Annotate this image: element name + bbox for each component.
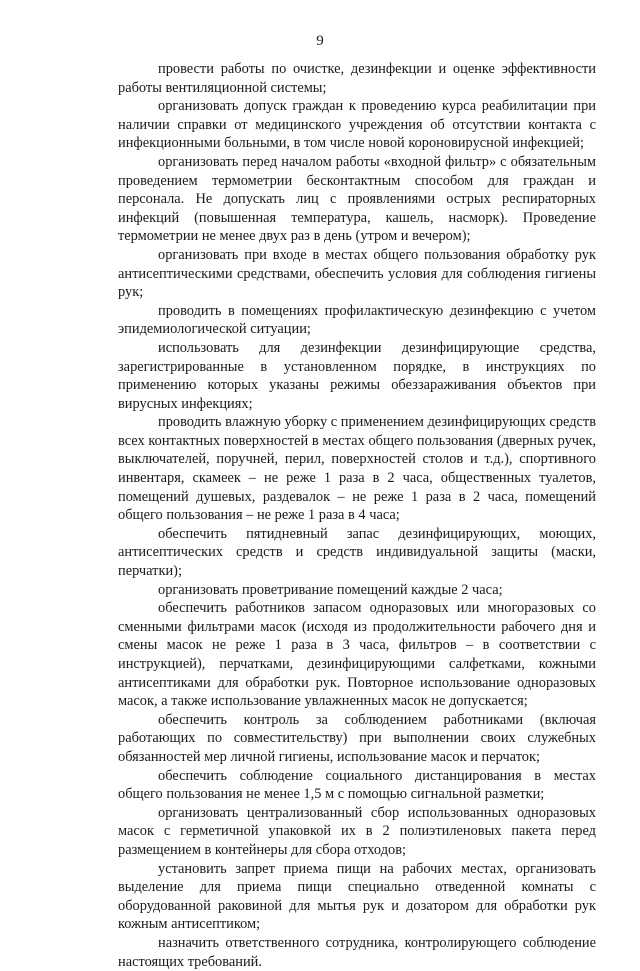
document-body <box>118 60 596 971</box>
paragraph-masks: обеспечить работников запасом одноразовых или многоразовых со сменными фильтрами масок (исходя из продолжительности рабочего дня и смены масок не реже 1 раза в 3 часа, фильтров – в соответствии с инструкцией), перчатками, дезинфицирующими салфетками, кожными антисептиками для обработки рук. Повторное использование одноразовых масок, а также использование увлажненных масок не допускается; <box>118 600 596 710</box>
paragraph-admission: организовать допуск граждан к проведению курса реабилитации при наличии справки от медицинского учреждения об отсутствии контакта с инфекционными больными, в том числе новой короновирусной инфекцией; <box>118 98 596 152</box>
paragraph-eating-ban: установить запрет приема пищи на рабочих местах, организовать выделение для приема пищи специально отведенной комнаты с оборудованной раковиной для мытья рук и дозатором для обработки рук кожным антисептиком; <box>118 860 596 933</box>
paragraph-ventilation: провести работы по очистке, дезинфекции и оценке эффективности работы вентиляционной системы; <box>118 61 596 96</box>
paragraph-supplies-reserve: обеспечить пятидневный запас дезинфицирующих, моющих, антисептических средств и средств индивидуальной защиты (маски, перчатки); <box>118 525 596 580</box>
paragraph-airing: организовать проветривание помещений каждые 2 часа; <box>158 581 503 598</box>
page-number: 9 <box>316 33 324 49</box>
paragraph-wet-cleaning: проводить влажную уборку с применением дезинфицирующих средств всех контактных поверхностей в местах общего пользования (дверных ручек, выключателей, поручней, перил, поверхностей столов и т.д.), спортивного инвентаря, скамеек – не реже 1 раза в 2 часа, общественных туалетов, помещений душевых, раздевалок – не реже 1 раза в 2 часа, помещений общего пользования – не реже 1 раза в 4 часа; <box>118 414 596 524</box>
paragraph-distancing: обеспечить соблюдение социального дистанцирования в местах общего пользования не менее 1,5 м с помощью сигнальной разметки; <box>118 767 596 803</box>
paragraph-responsible-employee: назначить ответственного сотрудника, контролирующего соблюдение настоящих требований. <box>118 934 596 970</box>
paragraph-preventive-disinfection: проводить в помещениях профилактическую дезинфекцию с учетом эпидемиологической ситуации; <box>118 302 596 338</box>
paragraph-hygiene-control: обеспечить контроль за соблюдением работниками (включая работающих по совместительству) при выполнении своих служебных обязанностей мер личной гигиены, использование масок и перчаток; <box>118 711 596 765</box>
paragraph-hand-antiseptic: организовать при входе в местах общего пользования обработку рук антисептическими средствами, обеспечить условия для соблюдения гигиены рук; <box>118 246 596 301</box>
paragraph-mask-collection: организовать централизованный сбор использованных одноразовых масок с герметичной упаковкой их в 2 полиэтиленовых пакета перед размещением в контейнеры для сбора отходов; <box>118 804 596 858</box>
paragraph-disinfectants: использовать для дезинфекции дезинфицирующие средства, зарегистрированные в установленном порядке, в инструкциях по применению которых указаны режимы обеззараживания объектов при вирусных инфекциях; <box>118 339 596 412</box>
paragraph-entry-filter: организовать перед началом работы «входной фильтр» с обязательным проведением термометрии бесконтактным способом для граждан и персонала. Не допускать лиц с проявлениями острых респираторных инфекций (повышенная температура, кашель, насморк). Проведение термометрии не менее двух раз в день (утром и вечером); <box>118 153 596 245</box>
